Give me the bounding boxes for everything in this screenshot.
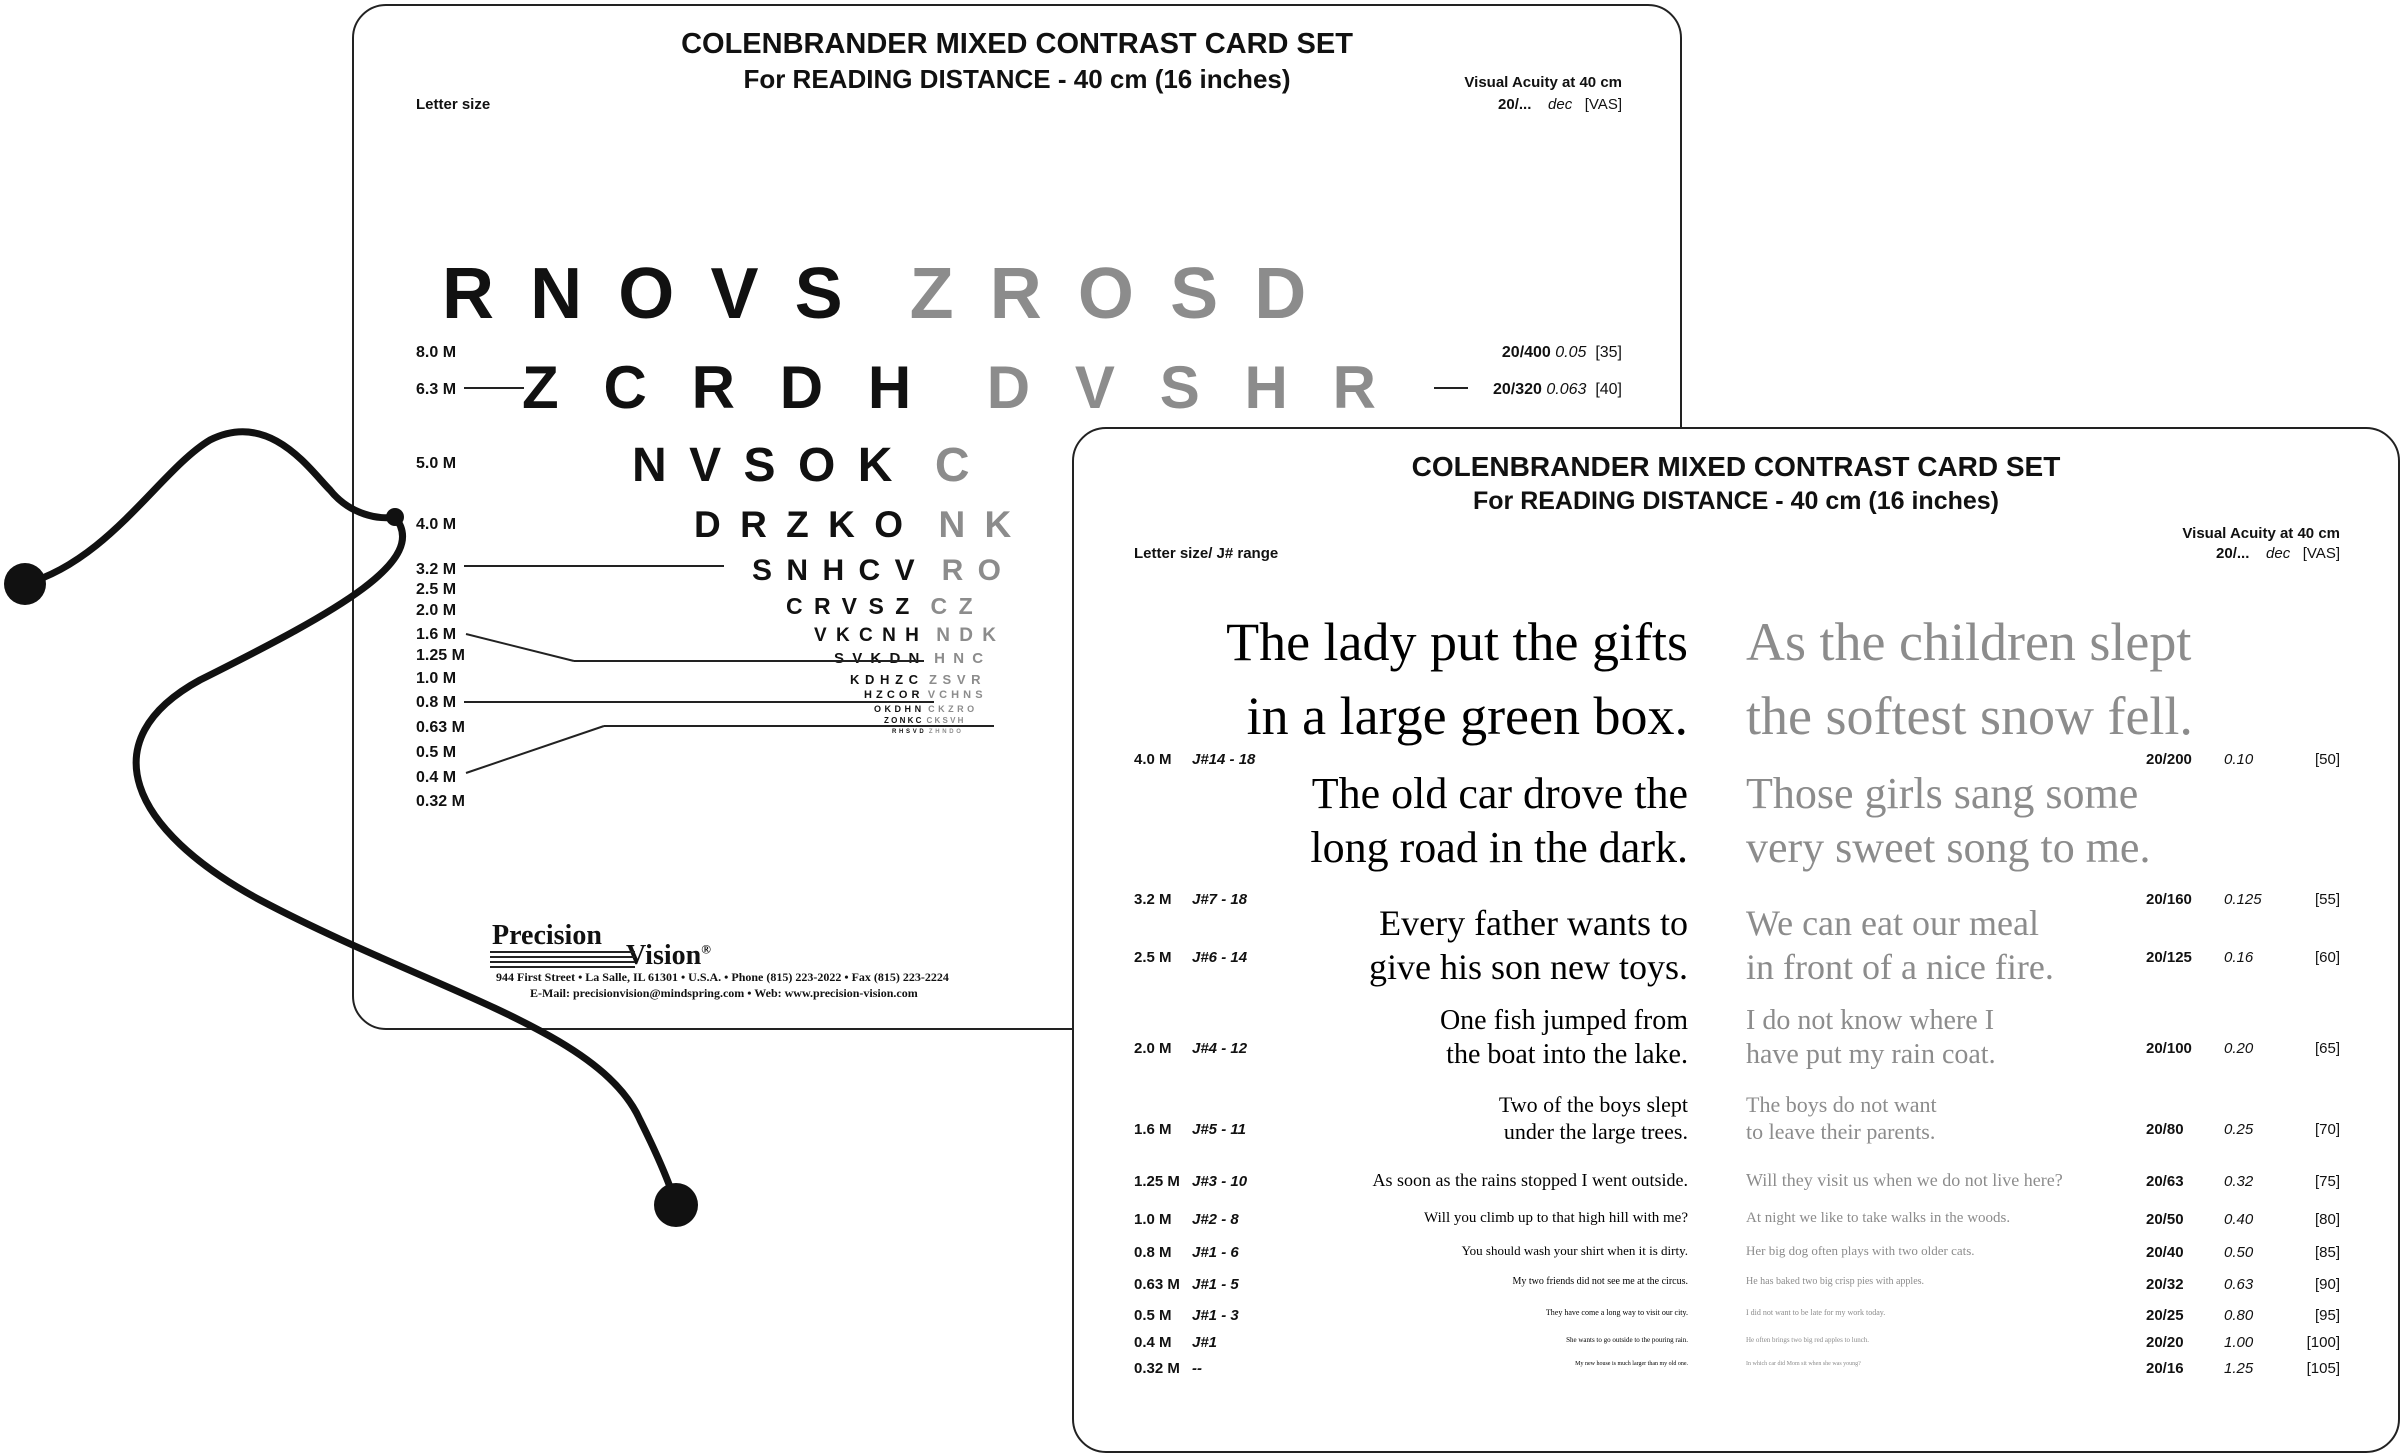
sentence-line: I did not want to be late for my work today. [1746, 1308, 1886, 1317]
snellen-value: 20/50 [2146, 1211, 2184, 1228]
size-label: 3.2 M [1134, 891, 1172, 908]
j-range-value: J#14 - 18 [1192, 751, 1256, 768]
acuity-row [2146, 1276, 2340, 1293]
sentence-line: As the children slept [1746, 612, 2192, 672]
dark-sentence [1226, 605, 1688, 753]
light-letters: VCHNS [927, 689, 987, 701]
dark-letters: KDHZC [850, 672, 924, 687]
letter-row [694, 506, 1031, 543]
j-range-label [1192, 949, 1247, 966]
size-label: 5.0 M [416, 455, 457, 472]
j-range-label [1192, 1173, 1247, 1190]
light-sentence [1746, 1243, 1975, 1259]
size-label: 2.5 M [416, 581, 457, 598]
brand-logo-stripes [490, 950, 635, 970]
sentence-line: I do not know where I [1746, 1005, 1995, 1036]
leader-lines-diagonal [454, 626, 1054, 786]
brand-name-precision: Precision [492, 920, 602, 951]
back-letter-size-header: Letter size [416, 96, 491, 113]
sentence-line: Her big dog often plays with two older cats. [1746, 1243, 1975, 1258]
dark-letters: RHSVD [892, 729, 927, 735]
sentence-line: give his son new toys. [1369, 947, 1688, 987]
snellen-value: 20/200 [2146, 751, 2192, 768]
snellen-value: 20/80 [2146, 1121, 2184, 1138]
dark-sentence [1462, 1243, 1688, 1259]
sentence-line: long road in the dark. [1310, 823, 1688, 872]
snellen-value: 20/40 [2146, 1244, 2184, 1261]
decimal-value: 0.05 [1555, 344, 1587, 361]
acuity-row [2146, 891, 2340, 908]
letter-row [752, 556, 1015, 586]
light-letters: C [934, 439, 992, 492]
j-range-value: J#5 - 11 [1192, 1121, 1246, 1138]
light-sentence [1746, 1004, 1996, 1072]
decimal-value: 1.00 [2224, 1334, 2254, 1351]
j-range-label [1192, 1121, 1246, 1138]
sentence-line: You should wash your shirt when it is dirty. [1461, 1243, 1688, 1258]
snellen-value: 20/320 [1492, 381, 1542, 398]
vas-value: [95] [2314, 1307, 2340, 1324]
sentence-line: He often brings two big red apples to lunch. [1746, 1336, 1870, 1344]
light-sentence [1746, 1209, 2010, 1227]
sentence-line: My new house is much larger than my old one. [1575, 1361, 1688, 1367]
dark-letters: OKDHN [874, 704, 925, 714]
sentence-line: very sweet song to me. [1746, 823, 2151, 872]
light-sentence [1746, 1169, 2063, 1191]
leader-line [1434, 387, 1468, 389]
j-range-value: J#6 - 14 [1192, 949, 1248, 966]
cord-end-bead[interactable] [4, 563, 46, 605]
acuity-row [2146, 1307, 2340, 1324]
size-label: 2.5 M [1134, 949, 1172, 966]
dark-letters: ZCRDH [522, 354, 956, 421]
j-range-label [1192, 1040, 1247, 1057]
dark-sentence [1310, 767, 1688, 875]
acuity-row [1493, 381, 1622, 399]
light-letters: CKSVH [926, 716, 966, 725]
decimal-value: 0.125 [2224, 891, 2262, 908]
size-label: 1.0 M [1134, 1211, 1172, 1228]
light-letters: CZ [930, 593, 985, 619]
sentence-line: Will they visit us when we do not live here? [1746, 1170, 2063, 1190]
vas-value: [105] [2306, 1360, 2340, 1377]
light-sentence [1746, 1308, 1885, 1318]
acuity-row [2146, 1121, 2340, 1138]
front-card-title: COLENBRANDER MIXED CONTRAST CARD SET [1411, 451, 2061, 482]
sentence-line: Will you climb up to that high hill with me? [1424, 1210, 1688, 1226]
dark-sentence [1546, 1308, 1688, 1318]
sentence-line: in a large green box. [1246, 686, 1688, 746]
front-acuity-header: Visual Acuity at 40 cm [2182, 525, 2340, 542]
j-range-label [1192, 891, 1247, 908]
vas-value: [90] [2314, 1276, 2340, 1293]
dark-sentence [1369, 901, 1688, 989]
size-label: 6.3 M [416, 381, 457, 398]
size-label: 1.25 M [1134, 1173, 1180, 1190]
decimal-value: 0.063 [1546, 381, 1587, 398]
size-label: 0.4 M [416, 769, 457, 786]
light-letters: NK [938, 504, 1031, 545]
sentence-line: We can eat our meal [1746, 903, 2039, 943]
light-sentence [1746, 1336, 1869, 1345]
light-letters: DVSHR [986, 354, 1421, 421]
sentence-line: Those girls sang some [1746, 769, 2139, 818]
light-sentence [1746, 767, 2150, 875]
sentence-line: have put my rain coat. [1746, 1039, 1996, 1070]
j-range-label [1192, 1360, 1202, 1377]
light-letters: ZSVR [928, 672, 987, 687]
dark-sentence [1440, 1004, 1688, 1072]
sentence-line: My two friends did not see me at the circus. [1512, 1276, 1688, 1287]
dark-sentence [1575, 1361, 1688, 1368]
brand-name-vision: Vision® [626, 940, 711, 971]
light-sentence [1746, 1361, 1861, 1368]
letter-row [632, 439, 992, 492]
dark-sentence [1499, 1091, 1688, 1145]
sentence-line: They have come a long way to visit our city. [1545, 1308, 1688, 1317]
sentence-line: She wants to go outside to the pouring rain. [1566, 1336, 1688, 1344]
light-letters: ZHNDO [928, 729, 964, 735]
brand-address: 944 First Street • La Salle, IL 61301 • U.S.A. • Phone (815) 223-2022 • Fax (815) 223-2224 [496, 970, 949, 984]
decimal-value: 1.25 [2224, 1360, 2254, 1377]
snellen-value: 20/400 [1501, 344, 1551, 361]
decimal-value: 0.32 [2224, 1173, 2254, 1190]
vas-value: [85] [2314, 1244, 2340, 1261]
acuity-row [2146, 751, 2340, 768]
sentence-line: the softest snow fell. [1746, 686, 2193, 746]
acuity-row [2146, 1244, 2340, 1261]
vas-value: [80] [2314, 1211, 2340, 1228]
snellen-value: 20/100 [2146, 1040, 2192, 1057]
decimal-value: 0.25 [2224, 1121, 2254, 1138]
decimal-value: 0.20 [2224, 1040, 2254, 1057]
j-range-value: J#1 - 5 [1192, 1276, 1239, 1293]
sentence-line: As soon as the rains stopped I went outside. [1372, 1170, 1688, 1190]
dark-letters: DRZKO [694, 504, 923, 545]
decimal-value: 0.80 [2224, 1307, 2254, 1324]
vas-value: [100] [2306, 1334, 2340, 1351]
j-range-value: J#1 - 3 [1192, 1307, 1239, 1324]
dark-letters: RNOVS [442, 254, 879, 334]
front-letter-size-header: Letter size/ J# range [1134, 545, 1279, 562]
size-label: 0.5 M [416, 744, 457, 761]
vas-value: [60] [2314, 949, 2340, 966]
size-label: 2.0 M [1134, 1040, 1172, 1057]
size-label: 0.8 M [416, 694, 457, 711]
snellen-value: 20/63 [2146, 1173, 2184, 1190]
snellen-value: 20/16 [2146, 1360, 2184, 1377]
light-sentence [1746, 1091, 1937, 1145]
front-card-subtitle: For READING DISTANCE - 40 cm (16 inches) [1472, 487, 2000, 515]
size-label: 4.0 M [416, 516, 457, 533]
dark-letters: SNHCV [752, 554, 930, 587]
vas-value: [65] [2314, 1040, 2340, 1057]
light-letters: HNC [934, 650, 992, 667]
sentence-line: to leave their parents. [1746, 1119, 1936, 1144]
size-label: 1.6 M [1134, 1121, 1172, 1138]
light-sentence [1746, 605, 2193, 753]
light-letters: RO [941, 554, 1016, 587]
sentence-line: The lady put the gifts [1226, 612, 1688, 672]
snellen-value: 20/160 [2146, 891, 2192, 908]
snellen-value: 20/32 [2146, 1276, 2184, 1293]
j-range-value: J#3 - 10 [1192, 1173, 1248, 1190]
j-range-label [1192, 1244, 1239, 1261]
sentence-line: the boat into the lake. [1446, 1039, 1688, 1070]
j-range-label [1192, 1334, 1217, 1351]
size-label: 1.25 M [416, 647, 465, 664]
size-label: 0.8 M [1134, 1244, 1172, 1261]
j-range-value: J#2 - 8 [1192, 1211, 1239, 1228]
dark-sentence [1373, 1169, 1688, 1191]
acuity-row [2146, 1040, 2340, 1057]
light-sentence [1746, 1276, 1924, 1288]
sentence-line: The old car drove the [1311, 769, 1688, 818]
j-range-value: -- [1192, 1360, 1202, 1377]
acuity-row [2146, 1334, 2340, 1351]
vas-value: [70] [2314, 1121, 2340, 1138]
size-label: 0.32 M [416, 793, 465, 810]
back-card-subtitle: For READING DISTANCE - 40 cm (16 inches) [743, 64, 1291, 94]
leader-line [464, 565, 724, 567]
size-label: 4.0 M [1134, 751, 1172, 768]
j-range-label [1192, 1276, 1239, 1293]
snellen-value: 20/20 [2146, 1334, 2184, 1351]
decimal-value: 0.16 [2224, 949, 2254, 966]
sentence-line: in front of a nice fire. [1746, 947, 2054, 987]
sentence-line: under the large trees. [1503, 1119, 1688, 1144]
front-acuity-units: 20/... dec [VAS] [2216, 545, 2340, 562]
size-label: 0.63 M [416, 719, 465, 736]
decimal-value: 0.10 [2224, 751, 2254, 768]
light-letters: ZROSD [909, 254, 1343, 334]
vas-value: [40] [1595, 381, 1622, 398]
letter-row [522, 354, 1421, 421]
decimal-value: 0.63 [2224, 1276, 2254, 1293]
brand-contact: E-Mail: precisionvision@mindspring.com • Web: www.precision-vision.com [530, 986, 918, 1000]
sentence-line: One fish jumped from [1439, 1005, 1688, 1036]
front-reading-chart-card [1072, 427, 2400, 1453]
size-label: 1.6 M [416, 626, 457, 643]
cord-end-bead[interactable] [654, 1183, 698, 1227]
size-label: 0.63 M [1134, 1276, 1180, 1293]
leader-line [464, 387, 524, 389]
j-range-value: J#4 - 12 [1192, 1040, 1248, 1057]
j-range-label [1192, 1211, 1239, 1228]
sentence-line: Two of the boys slept [1498, 1092, 1688, 1117]
back-card-title: COLENBRANDER MIXED CONTRAST CARD SET [681, 28, 1353, 60]
decimal-value: 0.50 [2224, 1244, 2254, 1261]
snellen-value: 20/125 [2146, 949, 2192, 966]
dark-sentence [1566, 1336, 1688, 1345]
j-range-value: J#1 [1192, 1334, 1218, 1351]
light-letters: CKZRO [928, 704, 978, 714]
size-label: 8.0 M [416, 344, 457, 361]
letter-row [786, 595, 984, 618]
size-label: 1.0 M [416, 670, 457, 687]
light-letters: NDK [936, 625, 1006, 646]
vas-value: [75] [2314, 1173, 2340, 1190]
vas-value: [35] [1595, 344, 1622, 361]
sentence-line: He has baked two big crisp pies with apples. [1746, 1276, 1925, 1287]
dark-letters: NVSOK [632, 439, 915, 492]
dark-letters: CRVSZ [786, 593, 921, 619]
vas-value: [50] [2314, 751, 2340, 768]
letter-row [442, 254, 1343, 334]
j-range-label [1192, 1307, 1239, 1324]
sentence-line: In which car did Mom sit when she was young? [1746, 1361, 1861, 1367]
dark-sentence [1512, 1276, 1688, 1288]
dark-letters: VKCNH [814, 625, 929, 646]
size-label: 0.4 M [1134, 1334, 1172, 1351]
acuity-row [2146, 1360, 2340, 1377]
size-label: 2.0 M [416, 602, 457, 619]
dark-letters: ZONKC [884, 716, 924, 725]
size-label: 3.2 M [416, 561, 457, 578]
acuity-row [1502, 344, 1622, 362]
dark-letters: HZCOR [864, 689, 924, 701]
decimal-value: 0.40 [2224, 1211, 2254, 1228]
acuity-row [2146, 1211, 2340, 1228]
j-range-value: J#7 - 18 [1192, 891, 1248, 908]
dark-sentence [1424, 1209, 1688, 1227]
back-acuity-header: Visual Acuity at 40 cm [1464, 74, 1622, 91]
sentence-line: Every father wants to [1379, 903, 1688, 943]
acuity-row [2146, 1173, 2340, 1190]
j-range-value: J#1 - 6 [1192, 1244, 1239, 1261]
acuity-row [2146, 949, 2340, 966]
dark-letters: SVKDN [834, 650, 928, 667]
snellen-value: 20/25 [2146, 1307, 2184, 1324]
size-label: 0.32 M [1134, 1360, 1180, 1377]
vas-value: [55] [2314, 891, 2340, 908]
light-sentence [1746, 901, 2054, 989]
size-label: 0.5 M [1134, 1307, 1172, 1324]
back-acuity-units: 20/... dec [VAS] [1498, 96, 1622, 113]
sentence-line: At night we like to take walks in the woods. [1746, 1210, 2011, 1226]
sentence-line: The boys do not want [1746, 1092, 1937, 1117]
j-range-label [1192, 751, 1255, 768]
